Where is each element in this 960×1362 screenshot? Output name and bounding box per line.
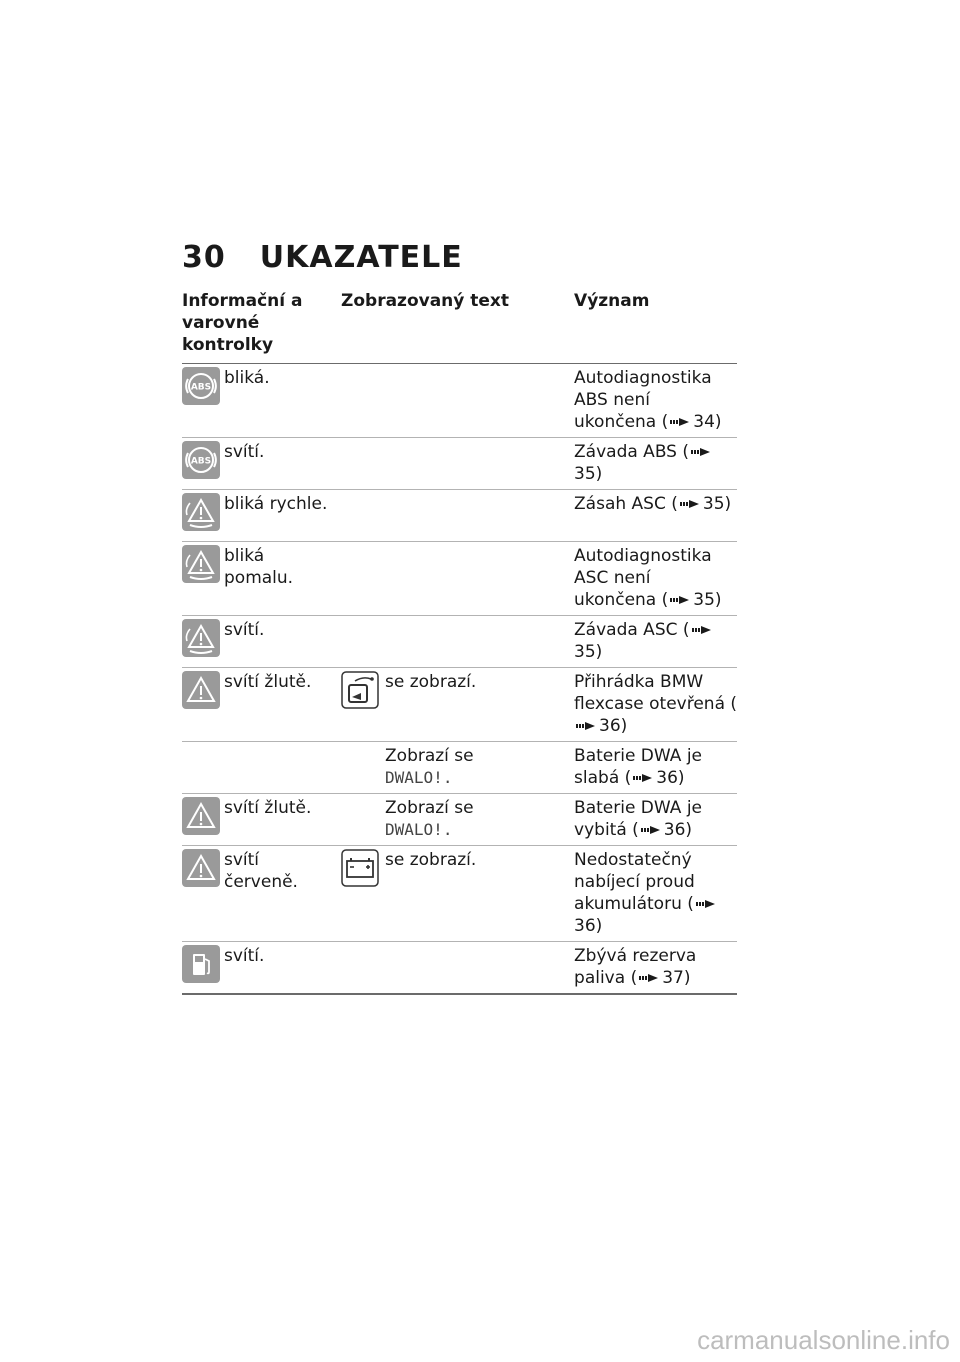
flexcase-icon bbox=[341, 694, 379, 714]
meaning: Autodiagnostika ABS není ukončena ( 34) bbox=[574, 368, 722, 432]
meaning: Závada ABS (35) bbox=[574, 438, 737, 490]
meaning-text: Autodiagnostika ABS není ukončena bbox=[574, 368, 712, 432]
indicator-state: bliká. bbox=[224, 368, 270, 388]
indicator-icon-cell bbox=[182, 542, 224, 616]
fuel-reserve-icon bbox=[182, 968, 220, 988]
reference-arrow-icon bbox=[691, 446, 711, 458]
reference-arrow-icon bbox=[576, 720, 596, 732]
display-text-label: se zobrazí. bbox=[385, 850, 477, 870]
display-icon-cell bbox=[341, 438, 385, 490]
meaning-text: Nedostatečný nabíjecí proud akumulátoru bbox=[574, 850, 695, 914]
indicator-icon-cell bbox=[182, 942, 224, 995]
display-text-label: se zobrazí. bbox=[385, 672, 477, 692]
display-text bbox=[385, 490, 574, 542]
indicator-state: svítí žlutě. bbox=[224, 798, 312, 818]
indicator-state bbox=[224, 742, 341, 794]
display-text bbox=[385, 742, 574, 794]
display-icon-cell bbox=[341, 794, 385, 846]
indicator-state: svítí červeně. bbox=[224, 850, 298, 892]
display-icon-cell bbox=[341, 846, 385, 942]
page-reference: 36) bbox=[663, 820, 693, 840]
meaning-text: Závada ASC bbox=[574, 620, 678, 640]
reference-arrow-icon bbox=[641, 824, 661, 836]
display-icon-cell bbox=[341, 942, 385, 995]
display-text bbox=[385, 616, 574, 668]
general-warning-icon bbox=[182, 694, 220, 714]
display-text bbox=[385, 942, 574, 995]
meaning-text: Závada ABS bbox=[574, 442, 677, 462]
reference-arrow-icon bbox=[680, 498, 700, 510]
table-row bbox=[182, 438, 737, 490]
table-row bbox=[182, 668, 737, 742]
display-icon-cell bbox=[341, 364, 385, 438]
display-icon-cell bbox=[341, 542, 385, 616]
indicator-state: svítí. bbox=[224, 442, 265, 462]
reference-arrow-icon bbox=[670, 594, 690, 606]
general-warning-icon bbox=[182, 820, 220, 840]
page-header bbox=[182, 240, 463, 275]
meaning: Autodiagnostika ASC není ukončena ( 35) bbox=[574, 546, 722, 610]
page-title: UKAZATELE bbox=[259, 240, 463, 275]
indicator-icon-cell bbox=[182, 364, 224, 438]
abs-warning-icon bbox=[182, 382, 220, 410]
meaning: Přihrádka BMW flexcase otevřená (36) bbox=[574, 672, 738, 736]
table-row bbox=[182, 364, 737, 438]
general-warning-icon bbox=[182, 872, 220, 892]
page-reference: 35) bbox=[702, 494, 732, 514]
page-reference: 35) bbox=[693, 590, 722, 610]
indicator-icon-cell bbox=[182, 616, 224, 668]
asc-warning-icon bbox=[182, 516, 220, 536]
display-text-label: Zobrazí se bbox=[385, 746, 474, 766]
table-row bbox=[182, 616, 737, 668]
table-row bbox=[182, 794, 737, 846]
asc-warning-icon bbox=[182, 642, 220, 662]
reference-arrow-icon bbox=[696, 898, 716, 910]
indicator-icon-cell bbox=[182, 438, 224, 490]
asc-warning-icon bbox=[182, 568, 220, 588]
page-number: 30 bbox=[182, 240, 226, 275]
indicator-icon-cell bbox=[182, 794, 224, 846]
column-header-display-text: Zobrazovaný text bbox=[341, 290, 574, 364]
meaning: Závada ASC (35) bbox=[574, 616, 737, 668]
reference-arrow-icon bbox=[639, 972, 659, 984]
page-reference: 36) bbox=[574, 916, 603, 936]
display-icon-cell bbox=[341, 616, 385, 668]
meaning-text: Přihrádka BMW flexcase otevřená bbox=[574, 672, 725, 714]
display-icon-cell bbox=[341, 490, 385, 542]
page-reference: 37) bbox=[662, 968, 691, 988]
page-reference: 36) bbox=[656, 768, 685, 788]
table-header-row bbox=[182, 290, 737, 364]
meaning-text: Autodiagnostika ASC není ukončena bbox=[574, 546, 712, 610]
table-row bbox=[182, 742, 737, 794]
column-header-meaning: Význam bbox=[574, 290, 737, 364]
indicator-icon-cell bbox=[182, 846, 224, 942]
display-code: DWALO!. bbox=[385, 768, 453, 787]
meaning: Zbývá rezerva paliva ( 37) bbox=[574, 946, 697, 988]
indicator-state: svítí. bbox=[224, 620, 265, 640]
meaning-text: Baterie DWA je slabá bbox=[574, 746, 702, 788]
display-text bbox=[385, 364, 574, 438]
table-row bbox=[182, 542, 737, 616]
display-icon-cell bbox=[341, 668, 385, 742]
indicator-icon-cell bbox=[182, 668, 224, 742]
display-text bbox=[385, 668, 574, 742]
battery-icon bbox=[341, 872, 379, 892]
indicator-icon-cell bbox=[182, 742, 224, 794]
reference-arrow-icon bbox=[692, 624, 712, 636]
meaning: Baterie DWA je vybitá ( 36) bbox=[574, 798, 702, 840]
svg-text:ABS: ABS bbox=[190, 456, 212, 467]
indicator-table bbox=[182, 290, 737, 995]
indicator-state: bliká rychle. bbox=[224, 494, 328, 514]
display-text-label: Zobrazí se bbox=[385, 798, 474, 818]
meaning: Zásah ASC ( 35) bbox=[574, 494, 732, 514]
page-reference: 35) bbox=[574, 464, 603, 484]
indicator-state: svítí žlutě. bbox=[224, 672, 312, 692]
table-row bbox=[182, 942, 737, 995]
page-reference: 34) bbox=[693, 412, 722, 432]
page-reference: 36) bbox=[599, 716, 628, 736]
table-row bbox=[182, 490, 737, 542]
reference-arrow-icon bbox=[670, 416, 690, 428]
watermark: carmanualsonline.info bbox=[697, 1325, 950, 1355]
meaning-text: Zásah ASC bbox=[574, 494, 666, 514]
indicator-state: bliká pomalu. bbox=[224, 546, 294, 588]
column-header-indicators: Informační a varovné kontrolky bbox=[182, 290, 341, 364]
table-row bbox=[182, 846, 737, 942]
page-reference: 35) bbox=[574, 642, 603, 662]
display-icon-cell bbox=[341, 742, 385, 794]
meaning-text: Zbývá rezerva paliva bbox=[574, 946, 697, 988]
display-text bbox=[385, 846, 574, 942]
meaning: Baterie DWA je slabá ( 36) bbox=[574, 746, 702, 788]
display-text bbox=[385, 542, 574, 616]
display-code: DWALO!. bbox=[385, 820, 453, 839]
indicator-icon-cell bbox=[182, 490, 224, 542]
display-text bbox=[385, 794, 574, 846]
svg-text:ABS: ABS bbox=[190, 382, 212, 393]
abs-warning-icon bbox=[182, 456, 220, 484]
indicator-state: svítí. bbox=[224, 946, 265, 966]
meaning: Nedostatečný nabíjecí proud akumulátoru (36) bbox=[574, 846, 737, 942]
display-text bbox=[385, 438, 574, 490]
reference-arrow-icon bbox=[633, 772, 653, 784]
meaning-text: Baterie DWA je vybitá bbox=[574, 798, 702, 840]
